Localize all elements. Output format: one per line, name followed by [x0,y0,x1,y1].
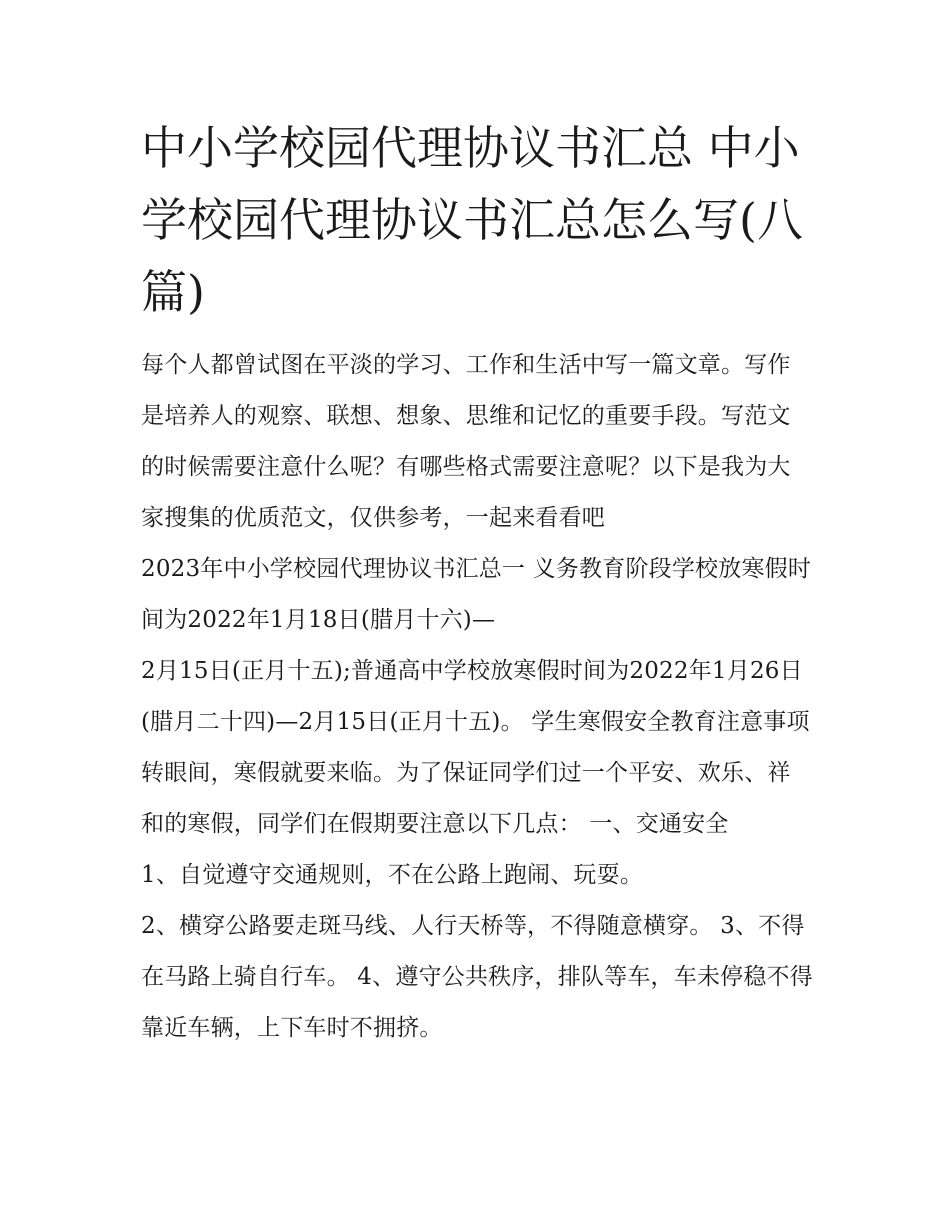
paragraph-winter-break-compulsory: 2023年中小学校园代理协议书汇总一 义务教育阶段学校放寒假时间为2022年1月18日(腊月十六)— [141,556,812,633]
document-page [141,112,813,1054]
paragraph-traffic-rule-2-4: 2、横穿公路要走斑马线、人行天桥等，不得随意横穿。 3、不得在马路上骑自行车。 4、遵守公共秩序，排队等车，车未停稳不得靠近车辆，上下车时不拥挤。 [141,913,813,1041]
paragraph-winter-break-highschool: 2月15日(正月十五);普通高中学校放寒假时间为2022年1月26日(腊月二十四)—2月15日(正月十五)。 学生寒假安全教育注意事项 [141,658,810,735]
paragraph-safety-intro: 转眼间，寒假就要来临。为了保证同学们过一个平安、欢乐、祥和的寒假，同学们在假期要注意以下几点： 一、交通安全 [141,760,791,837]
paragraph-traffic-rule-1: 1、自觉遵守交通规则，不在公路上跑闹、玩耍。 [141,862,644,888]
document-title: 中小学校园代理协议书汇总 中小学校园代理协议书汇总怎么写(八篇) [141,121,803,319]
paragraph-intro: 每个人都曾试图在平淡的学习、工作和生活中写一篇文章。写作是培养人的观察、联想、想象、思维和记忆的重要手段。写范文的时候需要注意什么呢？有哪些格式需要注意呢？以下是我为大家搜集的优质范文，仅供参考，一起来看看吧 [141,352,791,531]
